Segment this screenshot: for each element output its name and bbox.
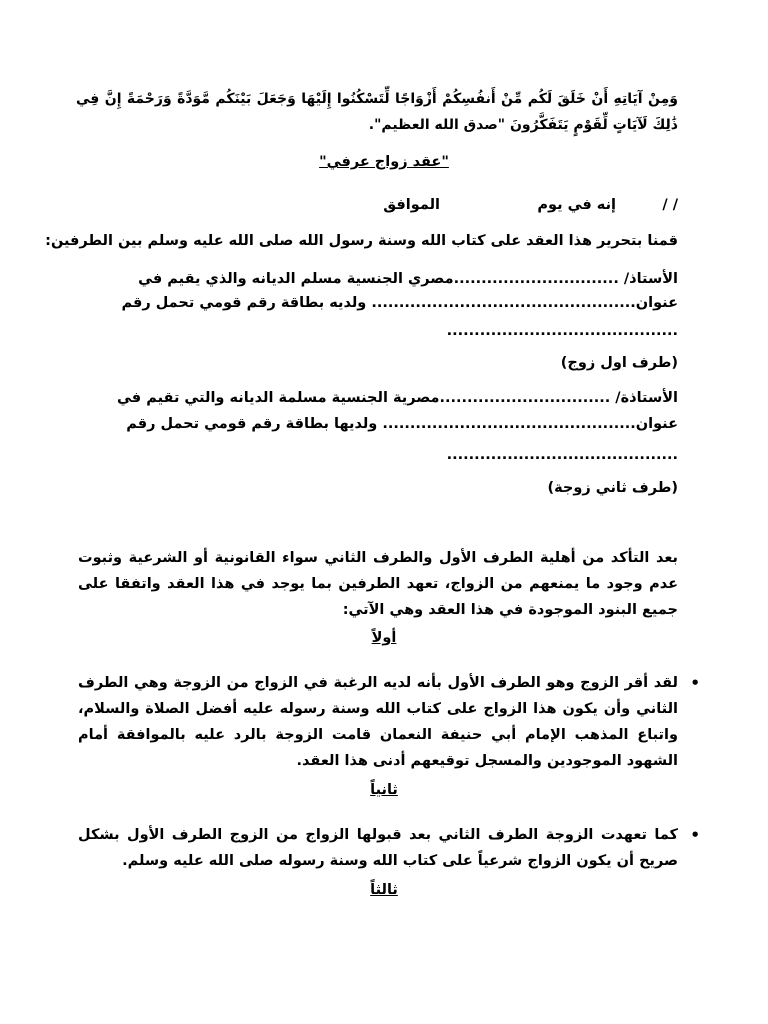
party1-label: (طرف اول زوج)	[560, 355, 678, 371]
party2-line1: الأستاذة/ ...............................مصرية الجنسية مسلمة الديانه والتي تقيم في	[117, 390, 678, 406]
intro-text: قمنا بتحرير هذا العقد على كتاب الله وسنة رسول الله صلى الله عليه وسلم بين الطرفين:	[45, 233, 678, 249]
bullet-icon: •	[690, 826, 700, 844]
preamble-paragraph: بعد التأكد من أهلية الطرف الأول والطرف الثاني سواء القانونية أو الشرعية وثبوت عدم وجود ما يمنعهم من الزواج، تعهد الطرفين بما يوجد في هذا العقد واتفقا على جميع البنود الموجودة في هذا العقد وهي الآتي:	[78, 550, 678, 618]
date-corresponding: الموافق	[383, 197, 440, 213]
bullet-icon: •	[690, 674, 700, 692]
party2-line3: ..........................................	[446, 447, 678, 463]
quran-verse: وَمِنْ آيَاتِهِ أَنْ خَلَقَ لَكُم مِّنْ أَنفُسِكُمْ أَزْوَاجًا لِّتَسْكُنُوا إِلَيْهَا وَجَعَلَ بَيْنَكُم مَّوَدَّةً وَرَحْمَةً إِنَّ فِي ذَٰلِكَ لَآيَاتٍ لِّقَوْمٍ يَتَفَكَّرُونَ "صدق الله العظيم".	[76, 91, 678, 133]
section-text-first: لقد أقر الزوج وهو الطرف الأول بأنه لديه الرغبة في الزواج من الزوجة وهي الطرف الثاني وأن يكون هذا الزواج على كتاب الله وسنة رسوله عليه أفضل الصلاة والسلام، واتباع المذهب الإمام أبي حنيفة النعمان قامت الزوجة بالرد عليه بالموافقة أمام الشهود الموجودين والمسجل توقيعهم أدنى هذا العقد.	[78, 675, 678, 769]
contract-title: "عقد زواج عرفي"	[319, 154, 449, 170]
section-heading-third: ثالثاً	[370, 882, 398, 898]
section-item-first	[78, 670, 700, 774]
section-text-second: كما تعهدت الزوجة الطرف الثاني بعد قبولها الزواج من الزوج الطرف الأول بشكل صريح أن يكون الزواج شرعياً على كتاب الله وسنة رسوله صلى الله عليه وسلم.	[78, 827, 678, 869]
party2-line2: عنوان.............................................. ولديها بطاقة رقم قومي تحمل رقم	[126, 416, 678, 432]
section-item-second	[78, 822, 700, 874]
party1-line2: عنوان................................................ ولديه بطاقة رقم قومي تحمل رقم	[121, 295, 678, 311]
date-day-prefix: إنه في يوم	[537, 197, 616, 213]
date-slashes: / /	[662, 197, 678, 213]
party1-line1: الأستاذ/ ..............................مصري الجنسية مسلم الديانه والذي يقيم في	[138, 271, 678, 287]
party2-label: (طرف ثاني زوجة)	[547, 480, 678, 496]
party1-line3: ..........................................	[446, 323, 678, 339]
section-heading-first: أولاً	[371, 630, 397, 646]
section-heading-second: ثانياً	[370, 782, 398, 798]
